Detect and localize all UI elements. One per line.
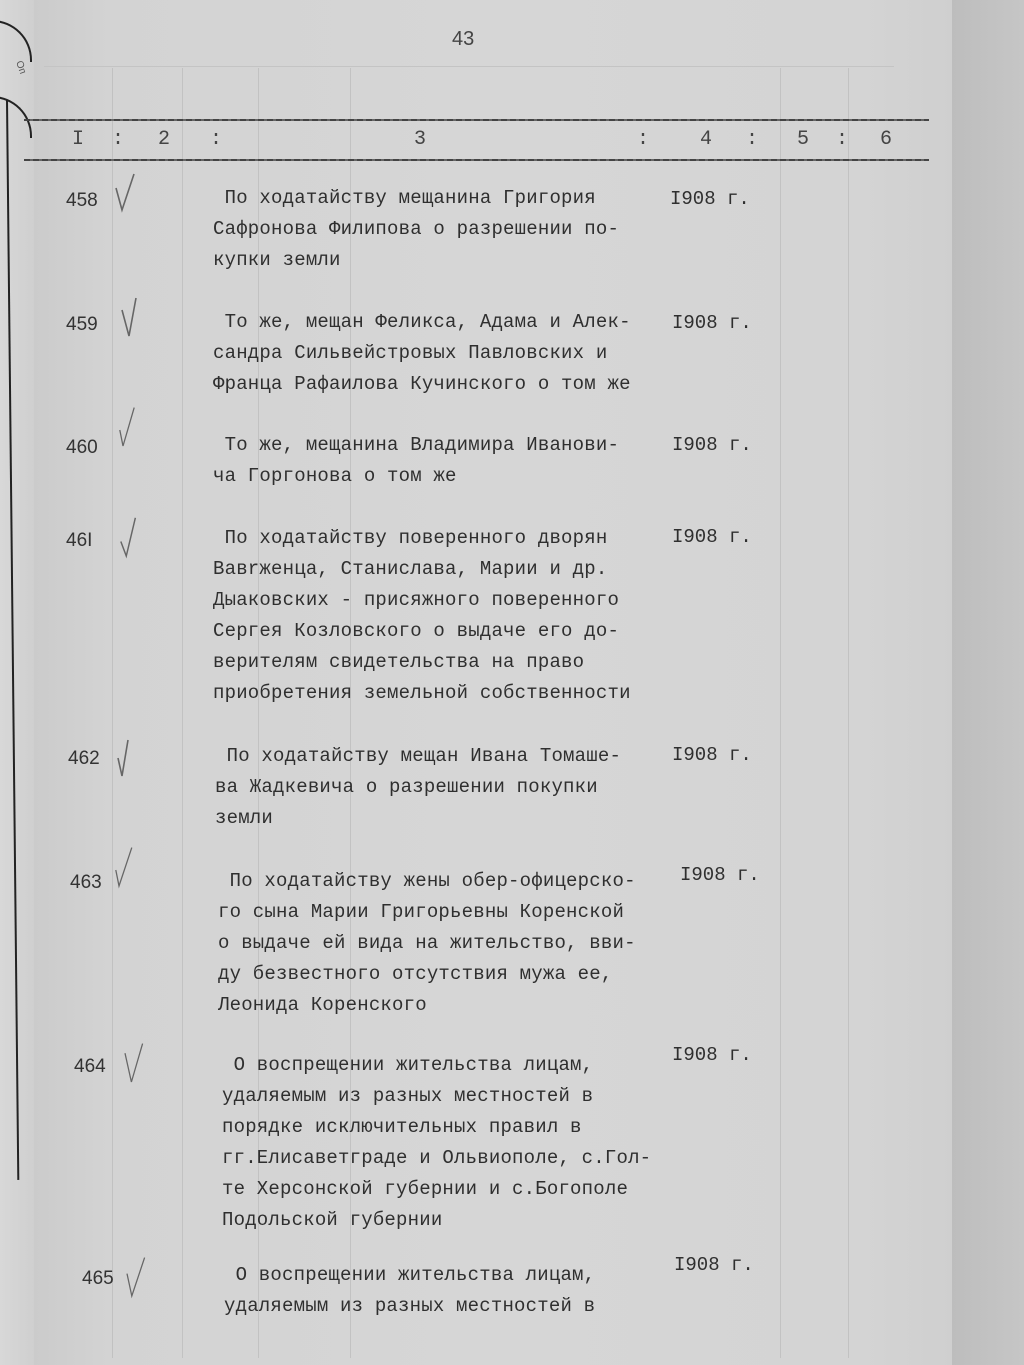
- entry-description: То же, мещанина Владимира Иванови- ча Горгонова о том же: [213, 434, 620, 487]
- entry-year: I908 г.: [670, 188, 750, 210]
- column-number: 2: [158, 128, 171, 151]
- entry-description: По ходатайству мещанина Григория Сафронова Филипова о разрешении по- купки земли: [213, 187, 620, 271]
- header-rule-bottom: [24, 159, 929, 161]
- column-number: 6: [880, 128, 893, 151]
- entry-year: I908 г.: [672, 744, 752, 766]
- next-page-edge: [952, 0, 1024, 1365]
- binding-arc-top: [0, 20, 32, 62]
- entry-number: 464: [74, 1056, 106, 1077]
- column-number: I: [72, 128, 85, 151]
- checkmark-icon: [116, 738, 138, 778]
- column-separator: :: [210, 128, 223, 151]
- entry-number: 458: [66, 190, 98, 211]
- column-number: 5: [797, 128, 810, 151]
- checkmark-icon: [112, 846, 134, 886]
- checkmark-icon: [122, 1042, 144, 1082]
- entry-description: По ходатайству жены обер-офицерско- го сына Марии Григорьевны Коренской о выдаче ей вида на жительство, вви- ду безвестного отсутствия мужа ее, Леонида Коренского: [218, 870, 636, 1016]
- form-header-ghost: [44, 66, 894, 117]
- entry-year: I908 г.: [672, 434, 752, 456]
- entry-number: 460: [66, 437, 98, 458]
- entry-year: I908 г.: [672, 312, 752, 334]
- column-divider: [780, 68, 781, 1358]
- entry-number: 463: [70, 872, 102, 893]
- entry-year: I908 г.: [672, 526, 752, 548]
- column-separator: :: [112, 128, 125, 151]
- checkmark-icon: [116, 406, 138, 446]
- binding-line: [6, 100, 19, 1180]
- checkmark-icon: [120, 296, 142, 336]
- entry-number: 46I: [66, 530, 93, 551]
- column-separator: :: [746, 128, 759, 151]
- entry-number: 465: [82, 1268, 114, 1289]
- entry-description: По ходатайству поверенного дворян Вавrженца, Станислава, Марии и др. Дыаковских - присяжного поверенного Сергея Козловского о выдаче его до- верителям свидетельства на право приобретения земельной собственности: [213, 527, 631, 704]
- column-separator: :: [637, 128, 650, 151]
- column-divider: [182, 68, 183, 1358]
- column-divider: [112, 68, 113, 1358]
- entry-description: О воспрещении жительства лицам, удаляемым из разных местностей в порядке исключительных правил в гг.Елисаветграде и Ольвиополе, с.Гол- те Херсонской губернии и с.Богополе Подольской губернии: [222, 1054, 652, 1231]
- column-divider: [848, 68, 849, 1358]
- entry-description: То же, мещан Феликса, Адама и Алек- сандра Сильвейстровых Павловских и Франца Рафаилова Кучинского о том же: [213, 311, 631, 395]
- binding-label: Оп: [13, 59, 29, 76]
- column-number: 3: [414, 128, 427, 151]
- column-number-row: [0, 128, 1024, 154]
- binding-strip: [0, 0, 35, 1365]
- entry-number: 462: [68, 748, 100, 769]
- checkmark-icon: [124, 1256, 146, 1296]
- entry-description: По ходатайству мещан Ивана Томаше- ва Жадкевича о разрешении покупки земли: [215, 745, 622, 829]
- entry-number: 459: [66, 314, 98, 335]
- entry-description: О воспрещении жительства лицам, удаляемым из разных местностей в: [224, 1264, 596, 1317]
- column-number: 4: [700, 128, 713, 151]
- entry-year: I908 г.: [680, 864, 760, 886]
- header-rule-top: [24, 119, 929, 121]
- column-separator: :: [836, 128, 849, 151]
- entry-year: I908 г.: [672, 1044, 752, 1066]
- entry-year: I908 г.: [674, 1254, 754, 1276]
- checkmark-icon: [118, 516, 140, 556]
- page-number: 43: [452, 28, 475, 50]
- checkmark-icon: [114, 172, 136, 212]
